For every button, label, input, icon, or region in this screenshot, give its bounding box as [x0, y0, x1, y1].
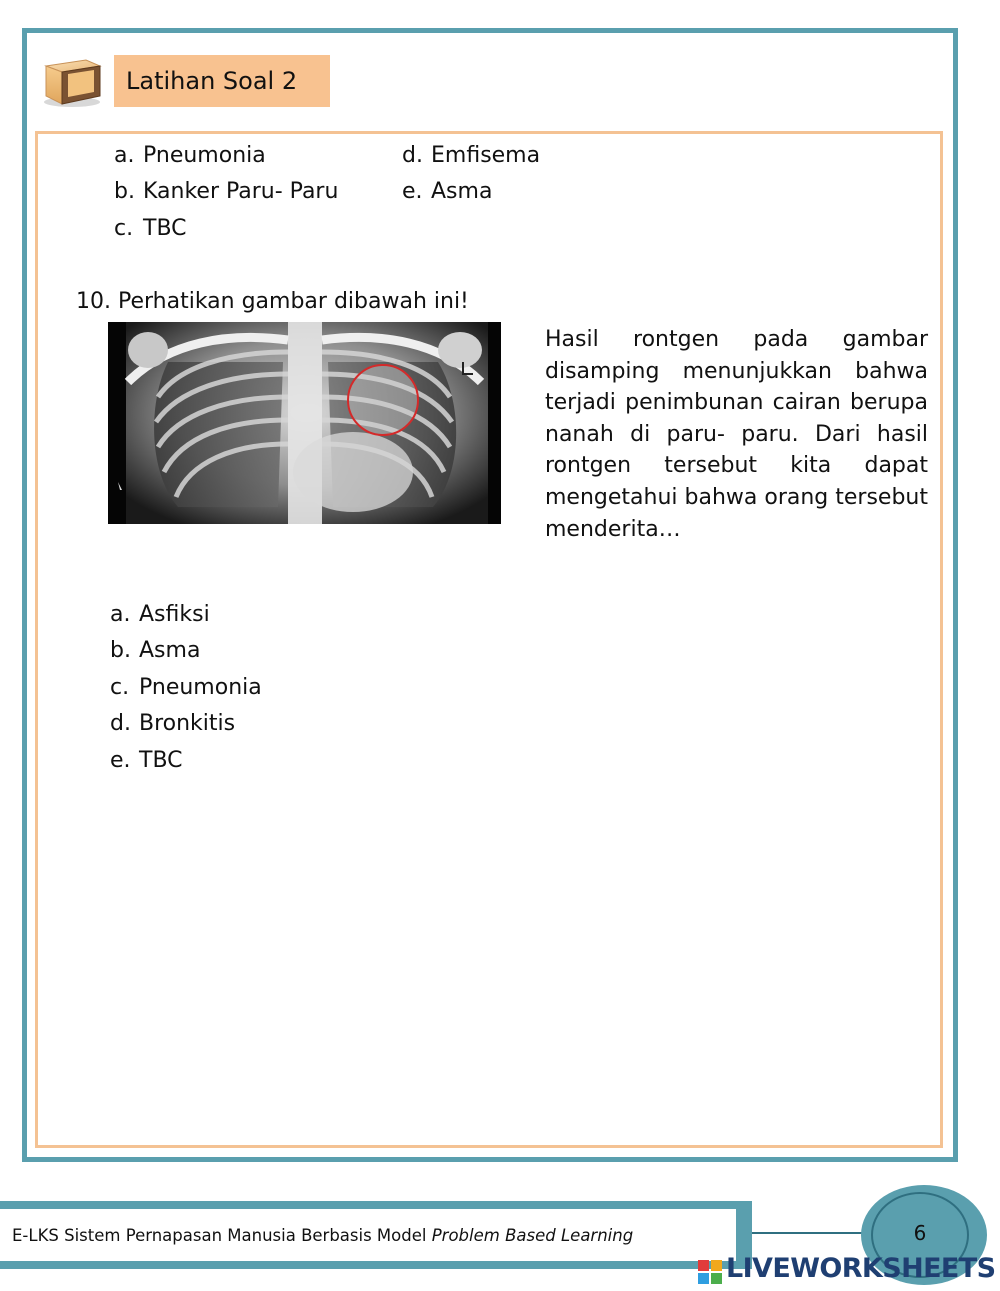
option-text: Emfisema [431, 143, 541, 168]
liveworksheets-watermark: LIVEWORKSHEETS [726, 1253, 996, 1284]
option-letter: e. [402, 179, 423, 204]
page-number: 6 [913, 1221, 927, 1245]
question-10-prompt: 10. Perhatikan gambar dibawah ini! [76, 289, 469, 314]
option-letter: d. [110, 711, 131, 736]
footer-bar [0, 1201, 752, 1269]
q10-option-b[interactable] [110, 637, 200, 665]
q10-option-a[interactable] [110, 601, 210, 629]
option-letter: b. [114, 179, 135, 204]
question-10-description: Hasil rontgen pada gambar disamping menunjukkan bahwa terjadi penimbunan cairan berupa nanah di paru- paru. Dari hasil rontgen tersebut kita dapat mengetahui bahwa orang tersebut menderita… [545, 327, 928, 542]
option-text: Pneumonia [139, 675, 262, 700]
option-letter: b. [110, 638, 131, 663]
option-text: Bronkitis [139, 711, 236, 736]
option-text: TBC [139, 748, 183, 773]
prev-option-e[interactable] [402, 178, 492, 206]
option-letter: a. [114, 143, 135, 168]
q10-option-d[interactable] [110, 710, 235, 738]
prev-option-d[interactable] [402, 142, 540, 170]
footer-text-italic: Problem Based Learning [431, 1226, 634, 1245]
section-title: Latihan Soal 2 [114, 55, 330, 107]
prev-option-b[interactable] [114, 178, 338, 206]
option-text: Kanker Paru- Paru [143, 179, 339, 204]
footer-label [0, 1209, 736, 1261]
option-letter: a. [110, 602, 131, 627]
option-text: Asma [431, 179, 493, 204]
option-letter: e. [110, 748, 131, 773]
footer-text: E-LKS Sistem Pernapasan Manusia Berbasis Model [12, 1226, 432, 1245]
option-text: Asma [139, 638, 201, 663]
prev-option-c[interactable] [114, 215, 187, 243]
prev-option-a[interactable] [114, 142, 266, 170]
option-text: Pneumonia [143, 143, 266, 168]
option-letter: d. [402, 143, 423, 168]
option-text: Asfiksi [139, 602, 210, 627]
chest-xray-image [108, 322, 501, 524]
q10-option-c[interactable] [110, 674, 262, 702]
cube-icon [38, 52, 104, 110]
option-letter: c. [110, 675, 130, 700]
option-letter: c. [114, 216, 134, 241]
q10-option-e[interactable] [110, 747, 183, 775]
option-text: TBC [143, 216, 187, 241]
